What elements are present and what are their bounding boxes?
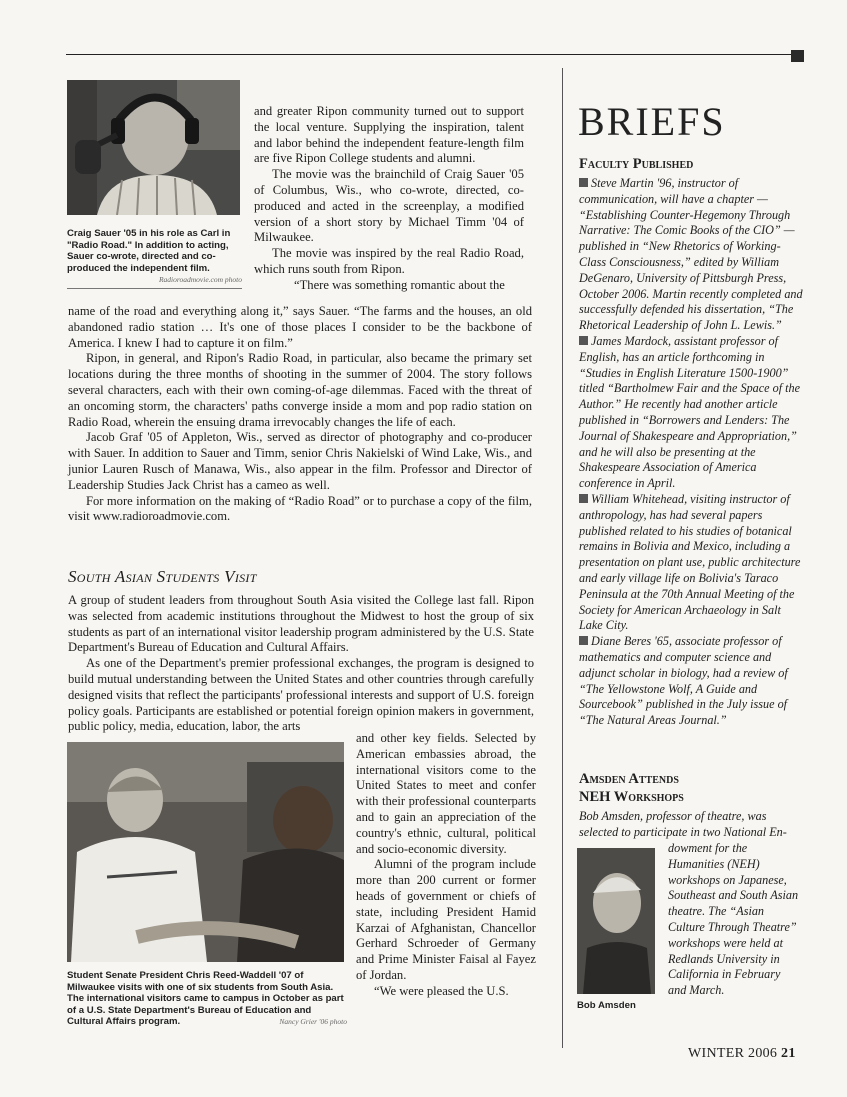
brief-text: Diane Beres '65, associate professor of mathematics and computer science and adjunct scholar in biology, had a review of “The Yellowstone Wolf, A Guide and Sourcebook” published in the July issue of “The Natural Areas Journal.” (579, 634, 788, 728)
brief-text: Steve Martin '96, instructor of communication, will have a chapter — “Establishing Counter-Hegemony Through Narrative: The Comic Books of the CIO” — published in “New Rhetorics of Working-Class Consciousness,” edited by William DeGenaro, University of Pittsburgh Press, October 2006. Martin recently completed and successfully defended his dissertation, “The Rhetorical Leadership of John L. Lewis.” (579, 176, 803, 333)
issue-label: WINTER 2006 (688, 1046, 778, 1061)
amsden-wrap: dowment for the Humanities (NEH) workshops on Japanese, Southeast and South Asian theatre. The “Asian Culture Through Theatre” workshops were held at Redlands University in California in February and March. (668, 841, 799, 998)
bob-amsden-photo (577, 848, 655, 994)
article1-body (68, 304, 532, 525)
photo2-credit: Nancy Grier '06 photo (279, 1017, 347, 1027)
photo2-caption (67, 970, 347, 1028)
article2-para: and other key fields. Selected by American embassies abroad, the international visitors come to the United States to meet and confer with their professional counterparts and to gain an appreciation of the country's ethnic, cultural, political and socio-economic diversity. (356, 731, 536, 856)
page-footer (688, 1046, 796, 1062)
article2-body (68, 593, 534, 735)
top-rule (66, 54, 804, 55)
bullet-square-icon (579, 494, 588, 503)
article1-wrap (254, 104, 524, 294)
article2-para: A group of student leaders from throughout South Asia visited the College last fall. Ripon was selected from academic institutions throughout the Midwest to host the group of six students as part of an international visitor leadership program administered by the U.S. State Department's Bureau of Education and Cultural Affairs. (68, 593, 534, 655)
article2-wrap (356, 731, 536, 1000)
article1-para: name of the road and everything along it,” says Sauer. “The farms and the houses, an old abandoned radio station … It's one of those places I consider to be the backbone of America. I knew I had to capture it on film.” (68, 304, 532, 350)
article1-para: The movie was inspired by the real Radio Road, which runs south from Ripon. (254, 246, 524, 276)
brief-text: William Whitehead, visiting instructor of anthropology, has had several papers published related to his studies of botanical remains in Bolivia and Mexico, including a presentation on plant use, public architecture and early village life on Bolivia's Taraco Peninsula at the 70th Annual Meeting of the Society for American Archaeology in Salt Lake City. (579, 491, 801, 633)
photo1-caption (67, 228, 242, 289)
amsden-heading-line2: NEH Workshops (579, 789, 684, 805)
article1-para: For more information on the making of “Radio Road” or to purchase a copy of the film, visit www.radioroadmovie.com. (68, 493, 532, 524)
article1-para: Ripon, in general, and Ripon's Radio Road, in particular, also became the primary set locations during the three months of shooting in the summer of 2004. The story follows several characters, each with their own coming-of-age dilemmas. Faced with the threat of an oncoming storm, the characters' paths converge inside a mom and pop radio station on Radio Road, wherein the ensuing drama irrevocably changes the life of each. (68, 351, 532, 429)
article2-heading: South Asian Students Visit (68, 567, 257, 586)
article1-para: The movie was the brainchild of Craig Sauer '05 of Columbus, Wis., who co-wrote, directed, co-produced and acted in the screenplay, a modified version of a short story by Michael Timm '04 of Milwaukee. (254, 167, 524, 245)
brief-item (579, 492, 804, 634)
brief-item (579, 334, 804, 492)
bullet-square-icon (579, 336, 588, 345)
faculty-briefs (579, 176, 804, 729)
page-number: 21 (781, 1046, 796, 1061)
amsden-heading (579, 770, 684, 806)
brief-item (579, 634, 804, 729)
bullet-square-icon (579, 178, 588, 187)
brief-item (579, 176, 804, 334)
article2-para: Alumni of the program include more than 200 current or former heads of government or chiefs of state, including President Hamid Karzai of Afghanistan, Chancellor Gerhard Schroeder of Germany and Prime Minister Faisal al Fayez of Jordan. (356, 857, 536, 982)
bullet-square-icon (579, 636, 588, 645)
article1-para: Jacob Graf '05 of Appleton, Wis., served as director of photography and co-producer with Sauer. In addition to Sauer and Timm, senior Chris Nakielski of Wind Lake, Wis., and junior Lauren Rusch of Manawa, Wis., also appear in the film. Professor and Director of Leadership Studies Jack Christ has a cameo as well. (68, 430, 532, 492)
amsden-caption: Bob Amsden (577, 1000, 636, 1011)
rule-marker (791, 50, 804, 62)
column-divider (562, 68, 563, 1048)
briefs-title: BRIEFS (578, 99, 726, 144)
photo1-caption-text: Craig Sauer '05 in his role as Carl in "Radio Road." In addition to acting, Sauer co-wrote, directed and co-produced the independent film. (67, 228, 231, 274)
article2-para: “We were pleased the U.S. (374, 983, 509, 998)
article1-para: and greater Ripon community turned out to support the local venture. Supplying the inspiration, talent and labor behind the independent feature-length film are five Ripon College students and alumni. (254, 104, 524, 166)
brief-text: James Mardock, assistant professor of English, has an article forthcoming in “Studies in English Literature 1500-1900” titled “Bartholmew Fair and the Space of the Author.” He recently had another article published in “Borrowers and Lenders: The Journal of Shakespeare and Appropriation,” and he will also be presenting at the Shakespeare Association of America conference in April. (579, 333, 801, 491)
students-photo (67, 742, 344, 962)
amsden-intro: Bob Amsden, professor of theatre, was selected to participate in two National En- (579, 809, 787, 839)
photo1-credit: Radioroadmovie.com photo (67, 274, 242, 289)
article2-para: As one of the Department's premier professional exchanges, the program is designed to build mutual understanding between the United States and other countries through carefully designed visits that reflect the participants' professional interests and support of U.S. foreign policy goals. Participants are established or potential foreign opinion makers in government, public policy, media, education, labor, the arts (68, 656, 534, 734)
faculty-published-heading: Faculty Published (579, 156, 694, 172)
photo2-caption-text: Student Senate President Chris Reed-Waddell '07 of Milwaukee visits with one of six students from South Asia. The international visitors came to campus in October as part of a U.S. State Department's Bureau of Education and Cultural Affairs program. (67, 970, 344, 1028)
craig-sauer-photo (67, 80, 240, 215)
article1-quote-start: “There was something romantic about the (294, 277, 505, 292)
amsden-heading-line1: Amsden Attends (579, 771, 679, 787)
